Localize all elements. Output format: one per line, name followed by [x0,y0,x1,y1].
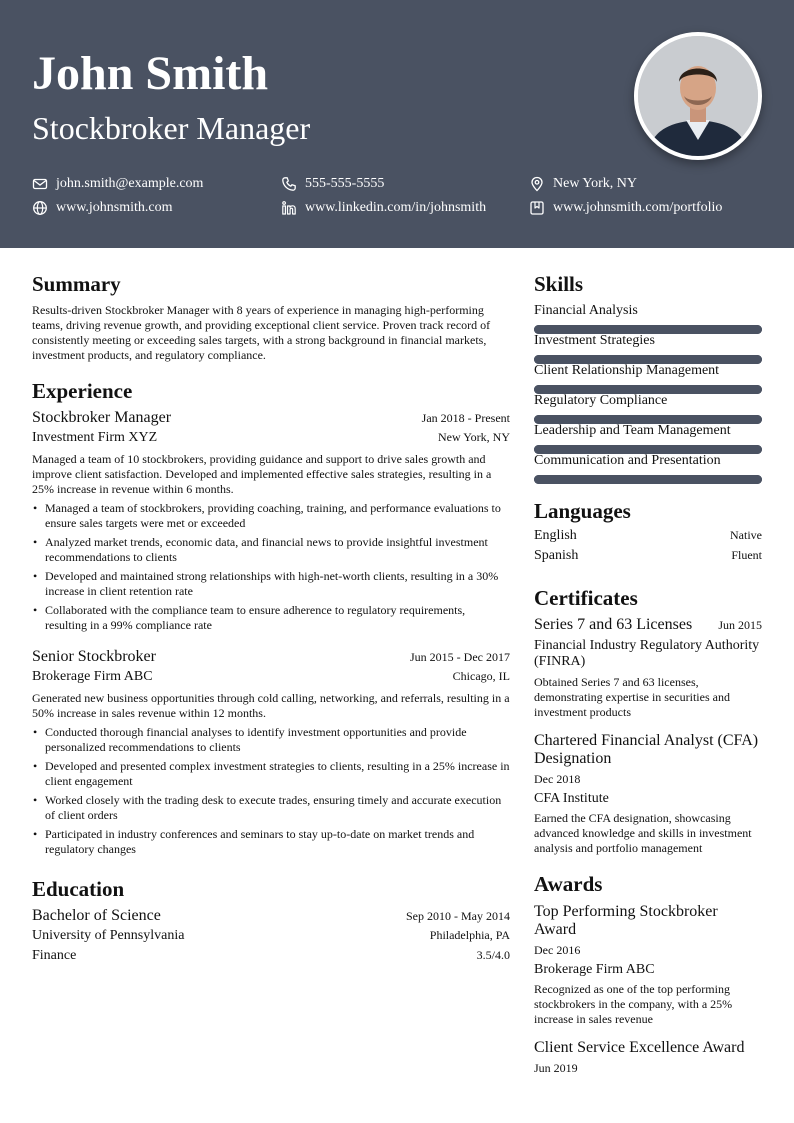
certificate-2-name: Chartered Financial Analyst (CFA) Designation [534,732,759,767]
phone-icon [281,176,297,192]
profile-photo-image [638,36,758,156]
job-2-dates: Jun 2015 - Dec 2017 [410,650,510,664]
award-1-date: Dec 2016 [534,943,581,957]
certificate-2-description: Earned the CFA designation, showcasing advanced knowledge and skills in investment analysis and portfolio management [534,811,752,855]
contact-portfolio-text: www.johnsmith.com/portfolio [553,200,723,215]
job-2-title-row [32,648,510,666]
summary-text: Results-driven Stockbroker Manager with 8 years of experience in managing high-performing teams, driving revenue growth, and providing exceptional client service. Proven track record of consistently meeting or exceeding sales targets, with a strong background in financial markets, investment products, and regulatory compliance. [32,303,491,362]
skill-item [534,392,762,424]
skill-item [534,332,762,364]
education-degree-row [32,907,510,925]
certificate-2-issuer: CFA Institute [534,791,609,806]
mail-icon [32,176,48,192]
skill-item [534,422,762,454]
list-item: • Developed and maintained strong relationships with high-net-worth clients, resulting in a 30% increase in client retention rate [32,569,510,599]
job-2-title: Senior Stockbroker [32,648,156,665]
certificate-2-date: Dec 2018 [534,772,581,786]
list-item: • Conducted thorough financial analyses to identify investment opportunities and provide personalized recommendations to clients [32,725,510,755]
education-heading: Education [32,877,125,901]
job-2-location: Chicago, IL [452,669,510,683]
linkedin-icon [281,200,297,216]
profile-photo [634,32,762,160]
award-1-issuer: Brokerage Firm ABC [534,962,655,977]
certificate-1-name: Series 7 and 63 Licenses [534,616,693,633]
job-2-bullets [32,725,510,861]
language-row [534,528,762,544]
certificate-1-date: Jun 2015 [718,618,762,632]
contact-email-text: john.smith@example.com [56,176,204,191]
job-1-location: New York, NY [437,430,510,444]
experience-heading: Experience [32,379,133,403]
skill-item [534,452,762,484]
language-level: Fluent [731,548,762,562]
award-1-name: Top Performing Stockbroker Award [534,903,718,938]
skill-label: Communication and Presentation [534,453,721,468]
list-item: • Developed and presented complex investment strategies to clients, resulting in a 25% increase in client engagement [32,759,510,789]
list-item: • Participated in industry conferences and seminars to stay up-to-date on market trends and regulatory changes [32,827,510,857]
contact-website[interactable] [32,199,173,217]
location-icon [529,176,545,192]
language-name: English [534,528,577,543]
summary-heading: Summary [32,272,121,296]
job-1-dates: Jan 2018 - Present [421,411,510,425]
education-gpa: 3.5/4.0 [476,948,510,962]
education-school: University of Pennsylvania [32,928,185,943]
contact-linkedin[interactable] [281,199,486,217]
award-2-date: Jun 2019 [534,1061,578,1075]
job-1-company-row [32,430,510,446]
contact-linkedin-text: www.linkedin.com/in/johnsmith [305,200,487,215]
education-location: Philadelphia, PA [429,928,510,942]
award-1-description: Recognized as one of the top performing stockbrokers in the company, with a 25% increase in sales revenue [534,982,733,1026]
education-school-row [32,928,510,944]
job-2-description: Generated new business opportunities through cold calling, networking, and referrals, resulting in a 50% increase in sales revenue within 12 months. [32,691,510,720]
certificate-1-issuer: Financial Industry Regulatory Authority (FINRA) [534,638,760,669]
languages-heading: Languages [534,499,631,523]
candidate-name: John Smith [32,47,269,100]
education-degree: Bachelor of Science [32,907,161,924]
education-field-row [32,948,510,964]
list-item: • Collaborated with the compliance team to ensure adherence to regulatory requirements, resulting in a 99% compliance rate [32,603,510,633]
portfolio-icon [529,200,545,216]
skills-heading: Skills [534,272,584,296]
job-1-title: Stockbroker Manager [32,409,172,426]
list-item: • Managed a team of stockbrokers, providing coaching, training, and performance evaluations to ensure sales targets were met or exceeded [32,501,510,531]
contact-phone[interactable] [281,175,384,193]
skill-label: Regulatory Compliance [534,393,668,408]
job-1-description: Managed a team of 10 stockbrokers, providing guidance and support to drive sales growth and improve client satisfaction. Developed and implemented effective sales strategies, resulting in a 25% increase in revenue within 6 months. [32,452,492,496]
education-field: Finance [32,948,77,963]
resume-header [0,0,794,248]
certificate-1-row [534,616,762,634]
certificates-heading: Certificates [534,586,638,610]
skill-label: Investment Strategies [534,333,655,348]
globe-icon [32,200,48,216]
skill-item [534,302,762,334]
skill-label: Financial Analysis [534,303,638,318]
contact-phone-text: 555-555-5555 [305,176,385,191]
job-1-bullets [32,501,510,637]
job-1-title-row [32,409,510,427]
language-name: Spanish [534,548,579,563]
candidate-title: Stockbroker Manager [32,110,311,146]
contact-location [529,175,637,193]
contact-location-text: New York, NY [553,176,638,191]
certificate-1-description: Obtained Series 7 and 63 licenses, demonstrating expertise in securities and investment products [534,675,730,719]
list-item: • Analyzed market trends, economic data, and financial news to provide insightful investment recommendations to clients [32,535,510,565]
skill-item [534,362,762,394]
skill-bar [534,475,762,484]
skill-label: Leadership and Team Management [534,423,731,438]
skill-label: Client Relationship Management [534,363,720,378]
list-item: • Worked closely with the trading desk to execute trades, ensuring timely and accurate execution of client orders [32,793,510,823]
contact-email[interactable] [32,175,203,193]
job-1-company: Investment Firm XYZ [32,430,158,445]
language-row [534,548,762,564]
contact-portfolio[interactable] [529,199,722,217]
job-2-company-row [32,669,510,685]
awards-heading: Awards [534,872,603,896]
award-2-name: Client Service Excellence Award [534,1039,745,1056]
contact-website-text: www.johnsmith.com [56,200,173,215]
job-2-company: Brokerage Firm ABC [32,669,153,684]
skill-bar-fill [534,475,762,484]
language-level: Native [730,528,762,542]
education-dates: Sep 2010 - May 2014 [406,909,510,923]
